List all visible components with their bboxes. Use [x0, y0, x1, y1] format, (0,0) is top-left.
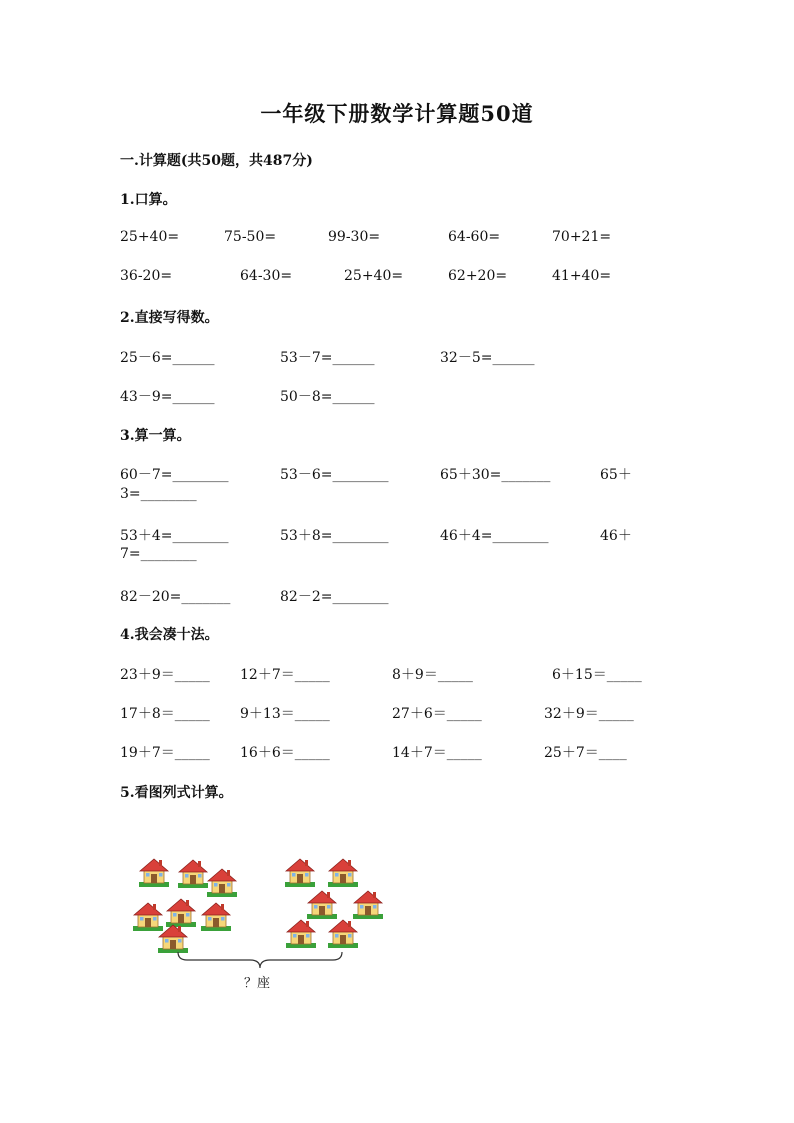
brace-icon — [175, 950, 345, 972]
problem: 12＋7＝_____ — [240, 667, 330, 683]
problem: 14＋7＝_____ — [392, 745, 482, 761]
problem: 53－7=______ — [280, 350, 375, 366]
problem: 16＋6＝_____ — [240, 745, 330, 761]
problem: 41+40= — [552, 268, 612, 284]
problem: 53＋8=________ — [280, 528, 389, 544]
problem: 6＋15＝_____ — [552, 667, 642, 683]
problem: 65＋ — [600, 467, 632, 483]
problem: 19＋7＝_____ — [120, 745, 210, 761]
problem: 82－2=________ — [280, 589, 389, 605]
section-heading: 一.计算题(共50题，共487分) — [120, 153, 313, 169]
problem-continued: 7=________ — [120, 546, 197, 562]
house-icon — [284, 856, 316, 888]
problem: 64-60= — [448, 229, 501, 245]
question-4-label: 4.我会凑十法。 — [120, 627, 219, 643]
problem: 46＋ — [600, 528, 632, 544]
problem: 25－6=______ — [120, 350, 215, 366]
figure-caption: ？座 — [244, 976, 271, 991]
problem: 32－5=______ — [440, 350, 535, 366]
question-3-label: 3.算一算。 — [120, 428, 191, 444]
house-icon — [285, 917, 317, 949]
problem: 75-50= — [224, 229, 277, 245]
problem: 70+21= — [552, 229, 612, 245]
house-icon — [200, 900, 232, 932]
problem: 62+20= — [448, 268, 508, 284]
house-icon — [138, 856, 170, 888]
problem: 25＋7＝____ — [544, 745, 627, 761]
house-icon — [352, 888, 384, 920]
problem: 53－6=________ — [280, 467, 389, 483]
problem: 50－8=______ — [280, 389, 375, 405]
problem: 17＋8＝_____ — [120, 706, 210, 722]
problem: 25+40= — [344, 268, 404, 284]
house-icon — [177, 857, 209, 889]
problem: 65＋30=_______ — [440, 467, 551, 483]
problem: 9＋13＝_____ — [240, 706, 330, 722]
problem: 99-30= — [328, 229, 381, 245]
problem: 8＋9＝_____ — [392, 667, 473, 683]
houses-figure — [120, 840, 390, 1000]
problem: 64-30= — [240, 268, 293, 284]
problem: 43－9=______ — [120, 389, 215, 405]
problem: 36-20= — [120, 268, 173, 284]
question-2-label: 2.直接写得数。 — [120, 310, 219, 326]
problem: 46＋4=________ — [440, 528, 549, 544]
house-icon — [327, 917, 359, 949]
problem: 25+40= — [120, 229, 180, 245]
problem: 53＋4=________ — [120, 528, 229, 544]
problem: 32＋9＝_____ — [544, 706, 634, 722]
question-1-label: 1.口算。 — [120, 192, 177, 208]
house-icon — [306, 888, 338, 920]
problem: 60－7=________ — [120, 467, 229, 483]
problem-continued: 3=________ — [120, 486, 197, 502]
house-icon — [206, 866, 238, 898]
problem: 23＋9＝_____ — [120, 667, 210, 683]
page-title: 一年级下册数学计算题50道 — [260, 101, 534, 126]
house-icon — [327, 856, 359, 888]
question-5-label: 5.看图列式计算。 — [120, 785, 233, 801]
problem: 82－20=_______ — [120, 589, 231, 605]
problem: 27＋6＝_____ — [392, 706, 482, 722]
